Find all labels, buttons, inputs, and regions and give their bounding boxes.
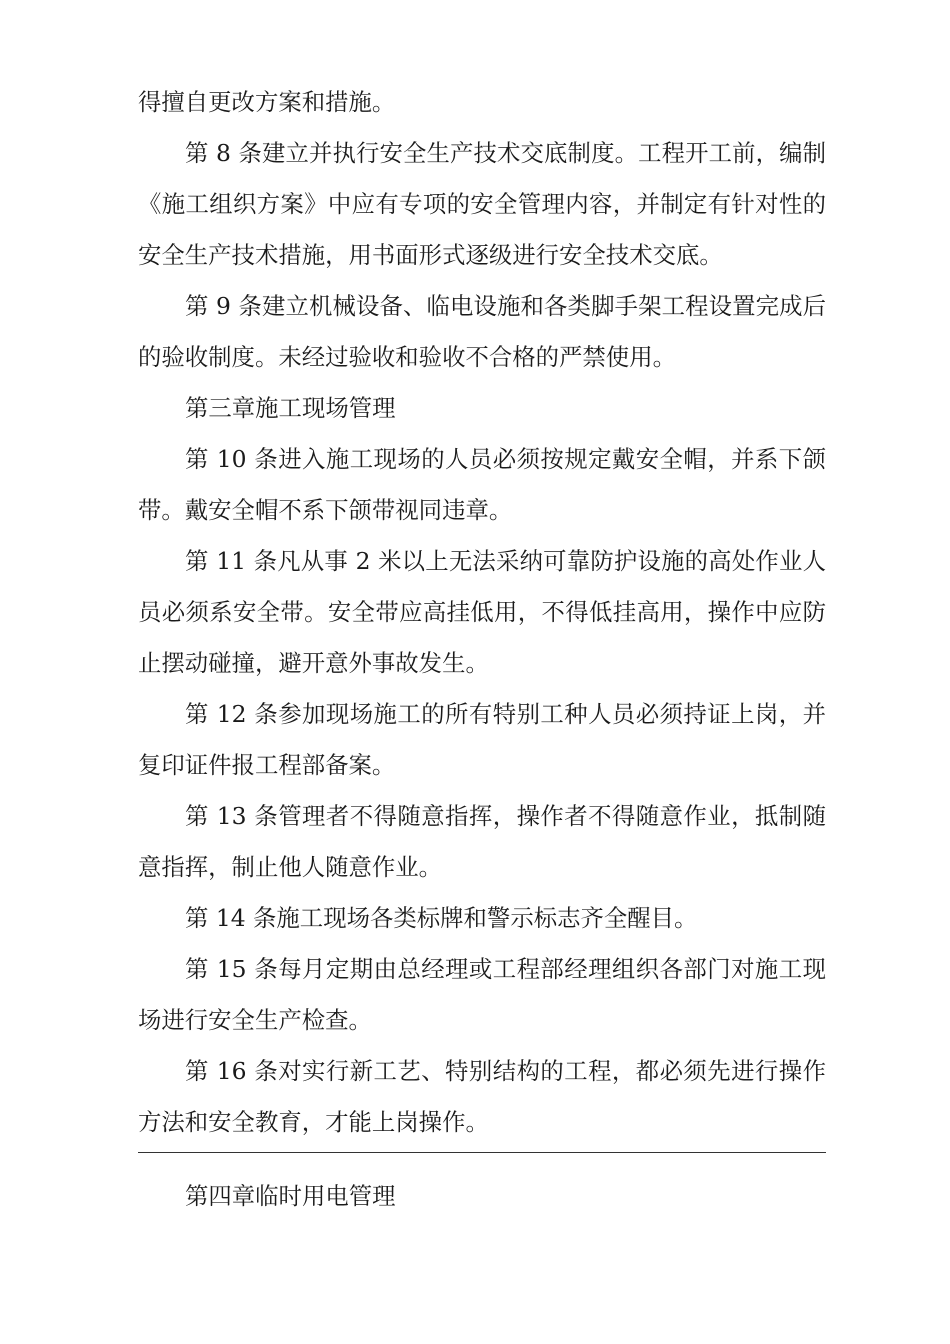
article-10: 第 10 条进入施工现场的人员必须按规定戴安全帽，并系下颌带。戴安全帽不系下颌带视同违章。 (138, 445, 826, 524)
article-13: 第 13 条管理者不得随意指挥，操作者不得随意作业，抵制随意指挥，制止他人随意作业。 (138, 802, 826, 881)
paragraph-continuation: 得擅自更改方案和措施。 (138, 88, 396, 116)
article-16: 第 16 条对实行新工艺、特别结构的工程，都必须先进行操作方法和安全教育，才能上岗操作。 (138, 1057, 826, 1136)
article-11: 第 11 条凡从事 2 米以上无法采纳可靠防护设施的高处作业人员必须系安全带。安全带应高挂低用，不得低挂高用，操作中应防止摆动碰撞，避开意外事故发生。 (138, 547, 826, 677)
document-body (138, 77, 826, 1148)
chapter-4-heading: 第四章临时用电管理 (185, 1182, 396, 1210)
article-15: 第 15 条每月定期由总经理或工程部经理组织各部门对施工现场进行安全生产检查。 (138, 955, 826, 1034)
article-8: 第 8 条建立并执行安全生产技术交底制度。工程开工前，编制《施工组织方案》中应有专项的安全管理内容，并制定有针对性的安全生产技术措施，用书面形式逐级进行安全技术交底。 (138, 139, 826, 269)
article-12: 第 12 条参加现场施工的所有特别工种人员必须持证上岗，并复印证件报工程部备案。 (138, 700, 826, 779)
article-14: 第 14 条施工现场各类标牌和警示标志齐全醒目。 (185, 904, 698, 932)
article-9: 第 9 条建立机械设备、临电设施和各类脚手架工程设置完成后的验收制度。未经过验收和验收不合格的严禁使用。 (138, 292, 826, 371)
page-break-divider (138, 1152, 826, 1153)
chapter-3-heading: 第三章施工现场管理 (185, 394, 396, 422)
